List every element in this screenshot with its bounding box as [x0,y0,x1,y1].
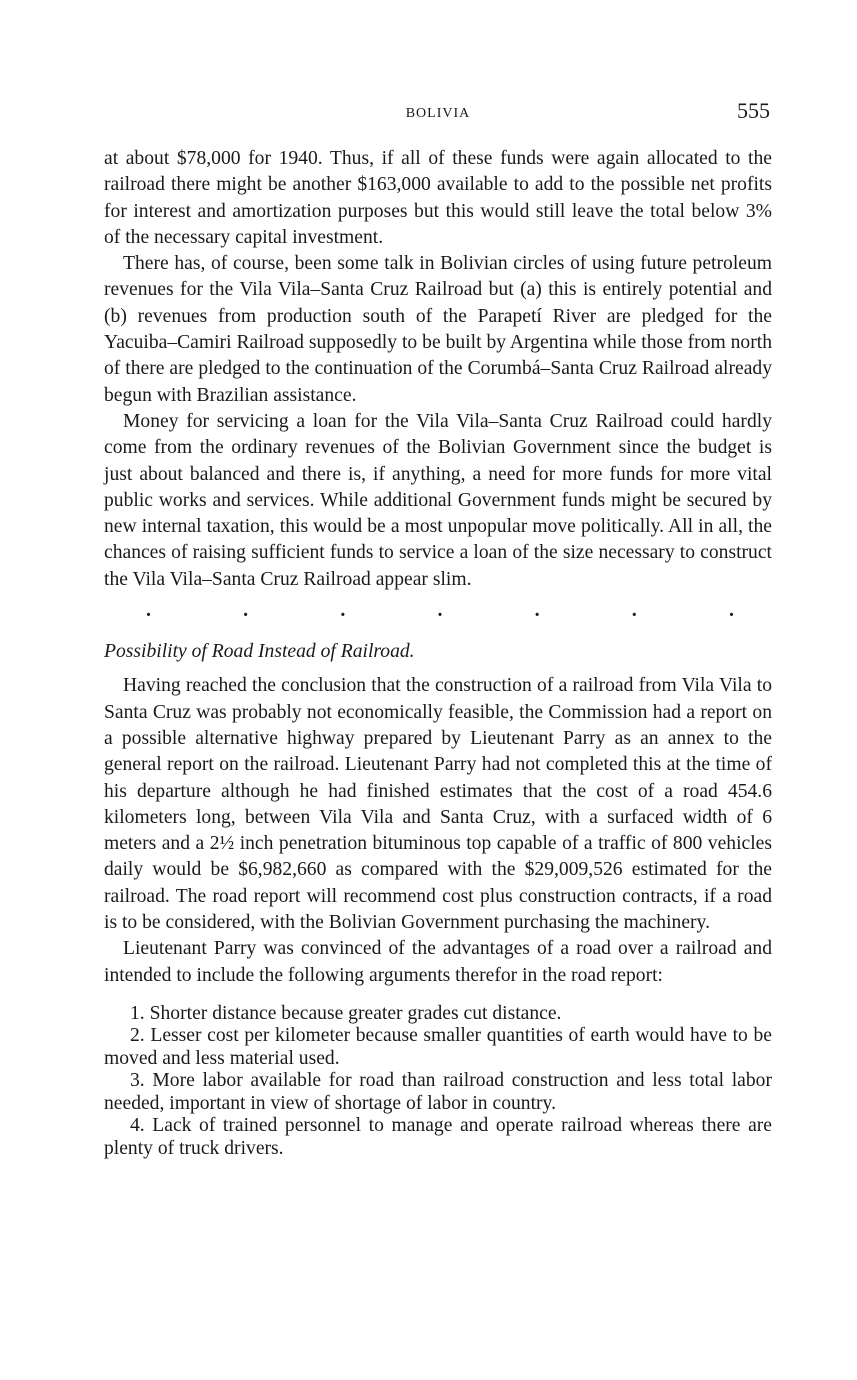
body-text [104,146,772,1160]
paragraph-loan: Money for servicing a loan for the Vila Vila–Santa Cruz Railroad could hardly come from the ordinary revenues of the Bolivian Government since the budget is just about balanced and there is, if anything, a need for more funds for more vital public works and services. While additional Government funds might be secured by new internal taxation, this would be a most unpopular move politically. All in all, the chances of raising sufficient funds to service a loan of the size necessary to construct the Vila Vila–Santa Cruz Railroad appear slim. [104,410,772,590]
ellipsis-dot: . [146,599,151,622]
running-head [104,98,772,132]
list-item [104,1115,772,1160]
list-item-number: 1. [130,1002,145,1024]
ellipsis-dot: . [728,599,734,622]
ellipsis-dot: . [631,599,637,622]
list-item-number: 4. [130,1115,145,1137]
list-item-text: Shorter distance because greater grades cut distance. [149,1002,562,1024]
paragraph-continuation: at about $78,000 for 1940. Thus, if all of these funds were again allocated to the railroad there might be another $163,000 available to add to the possible net profits for interest and amortization purposes but this would still leave the total below 3% of the necessary capital investment. [104,148,772,248]
list-item-number: 2. [130,1025,145,1047]
arguments-list [104,1003,772,1161]
paragraph-petroleum: There has, of course, been some talk in Bolivian circles of using future petroleum revenues for the Vila Vila–Santa Cruz Railroad but (a) this is entirely potential and (b) revenues from production south of the Parapetí River are pledged for the Yacuiba–Camiri Railroad supposedly to be built by Argentina while those from north of there are pledged to the continuation of the Corumbá–Santa Cruz Railroad already begun with Brazilian assistance. [104,253,772,406]
paragraph-parry-arguments: Lieutenant Parry was convinced of the advantages of a road over a railroad and intended to include the following arguments therefor in the road report: [104,938,772,986]
list-item-text: More labor available for road than railroad construction and less total labor needed, important in view of shortage of labor in country. [104,1070,772,1114]
ellipsis-dot: . [534,599,540,622]
list-item [104,1025,772,1070]
list-item-text: Lack of trained personnel to manage and operate railroad whereas there are plenty of truck drivers. [104,1115,772,1159]
running-title: BOLIVIA [405,106,471,121]
list-item [104,1070,772,1115]
ellipsis-dot: . [340,599,346,622]
ellipsis-dot: . [243,599,249,622]
list-item-number: 3. [130,1070,145,1092]
paragraph-road-estimate: Having reached the conclusion that the construction of a railroad from Vila Vila to Santa Cruz was probably not economically feasible, the Commission had a report on a possible alternative highway prepared by Lieutenant Parry as an annex to the general report on the railroad. Lieutenant Parry had not completed this at the time of his departure although he had finished estimates that the cost of a road 454.6 kilometers long, between Vila Vila and Santa Cruz, with a surfaced width of 6 meters and a 2½ inch penetration bituminous top capable of a traffic of 800 vehicles daily would be $6,982,660 as compared with the $29,009,526 estimated for the railroad. The road report will recommend cost plus construction contracts, if a road is to be considered, with the Bolivian Government purchasing the machinery. [104,675,772,934]
section-heading: Possibility of Road Instead of Railroad. [104,641,415,663]
page-number: 555 [737,98,770,123]
ellipsis-dot: . [437,599,443,622]
ellipsis-separator [104,595,772,625]
list-item-text: Lesser cost per kilometer because smaller quantities of earth would have to be moved and less material used. [104,1025,772,1069]
list-item [104,1003,772,1026]
